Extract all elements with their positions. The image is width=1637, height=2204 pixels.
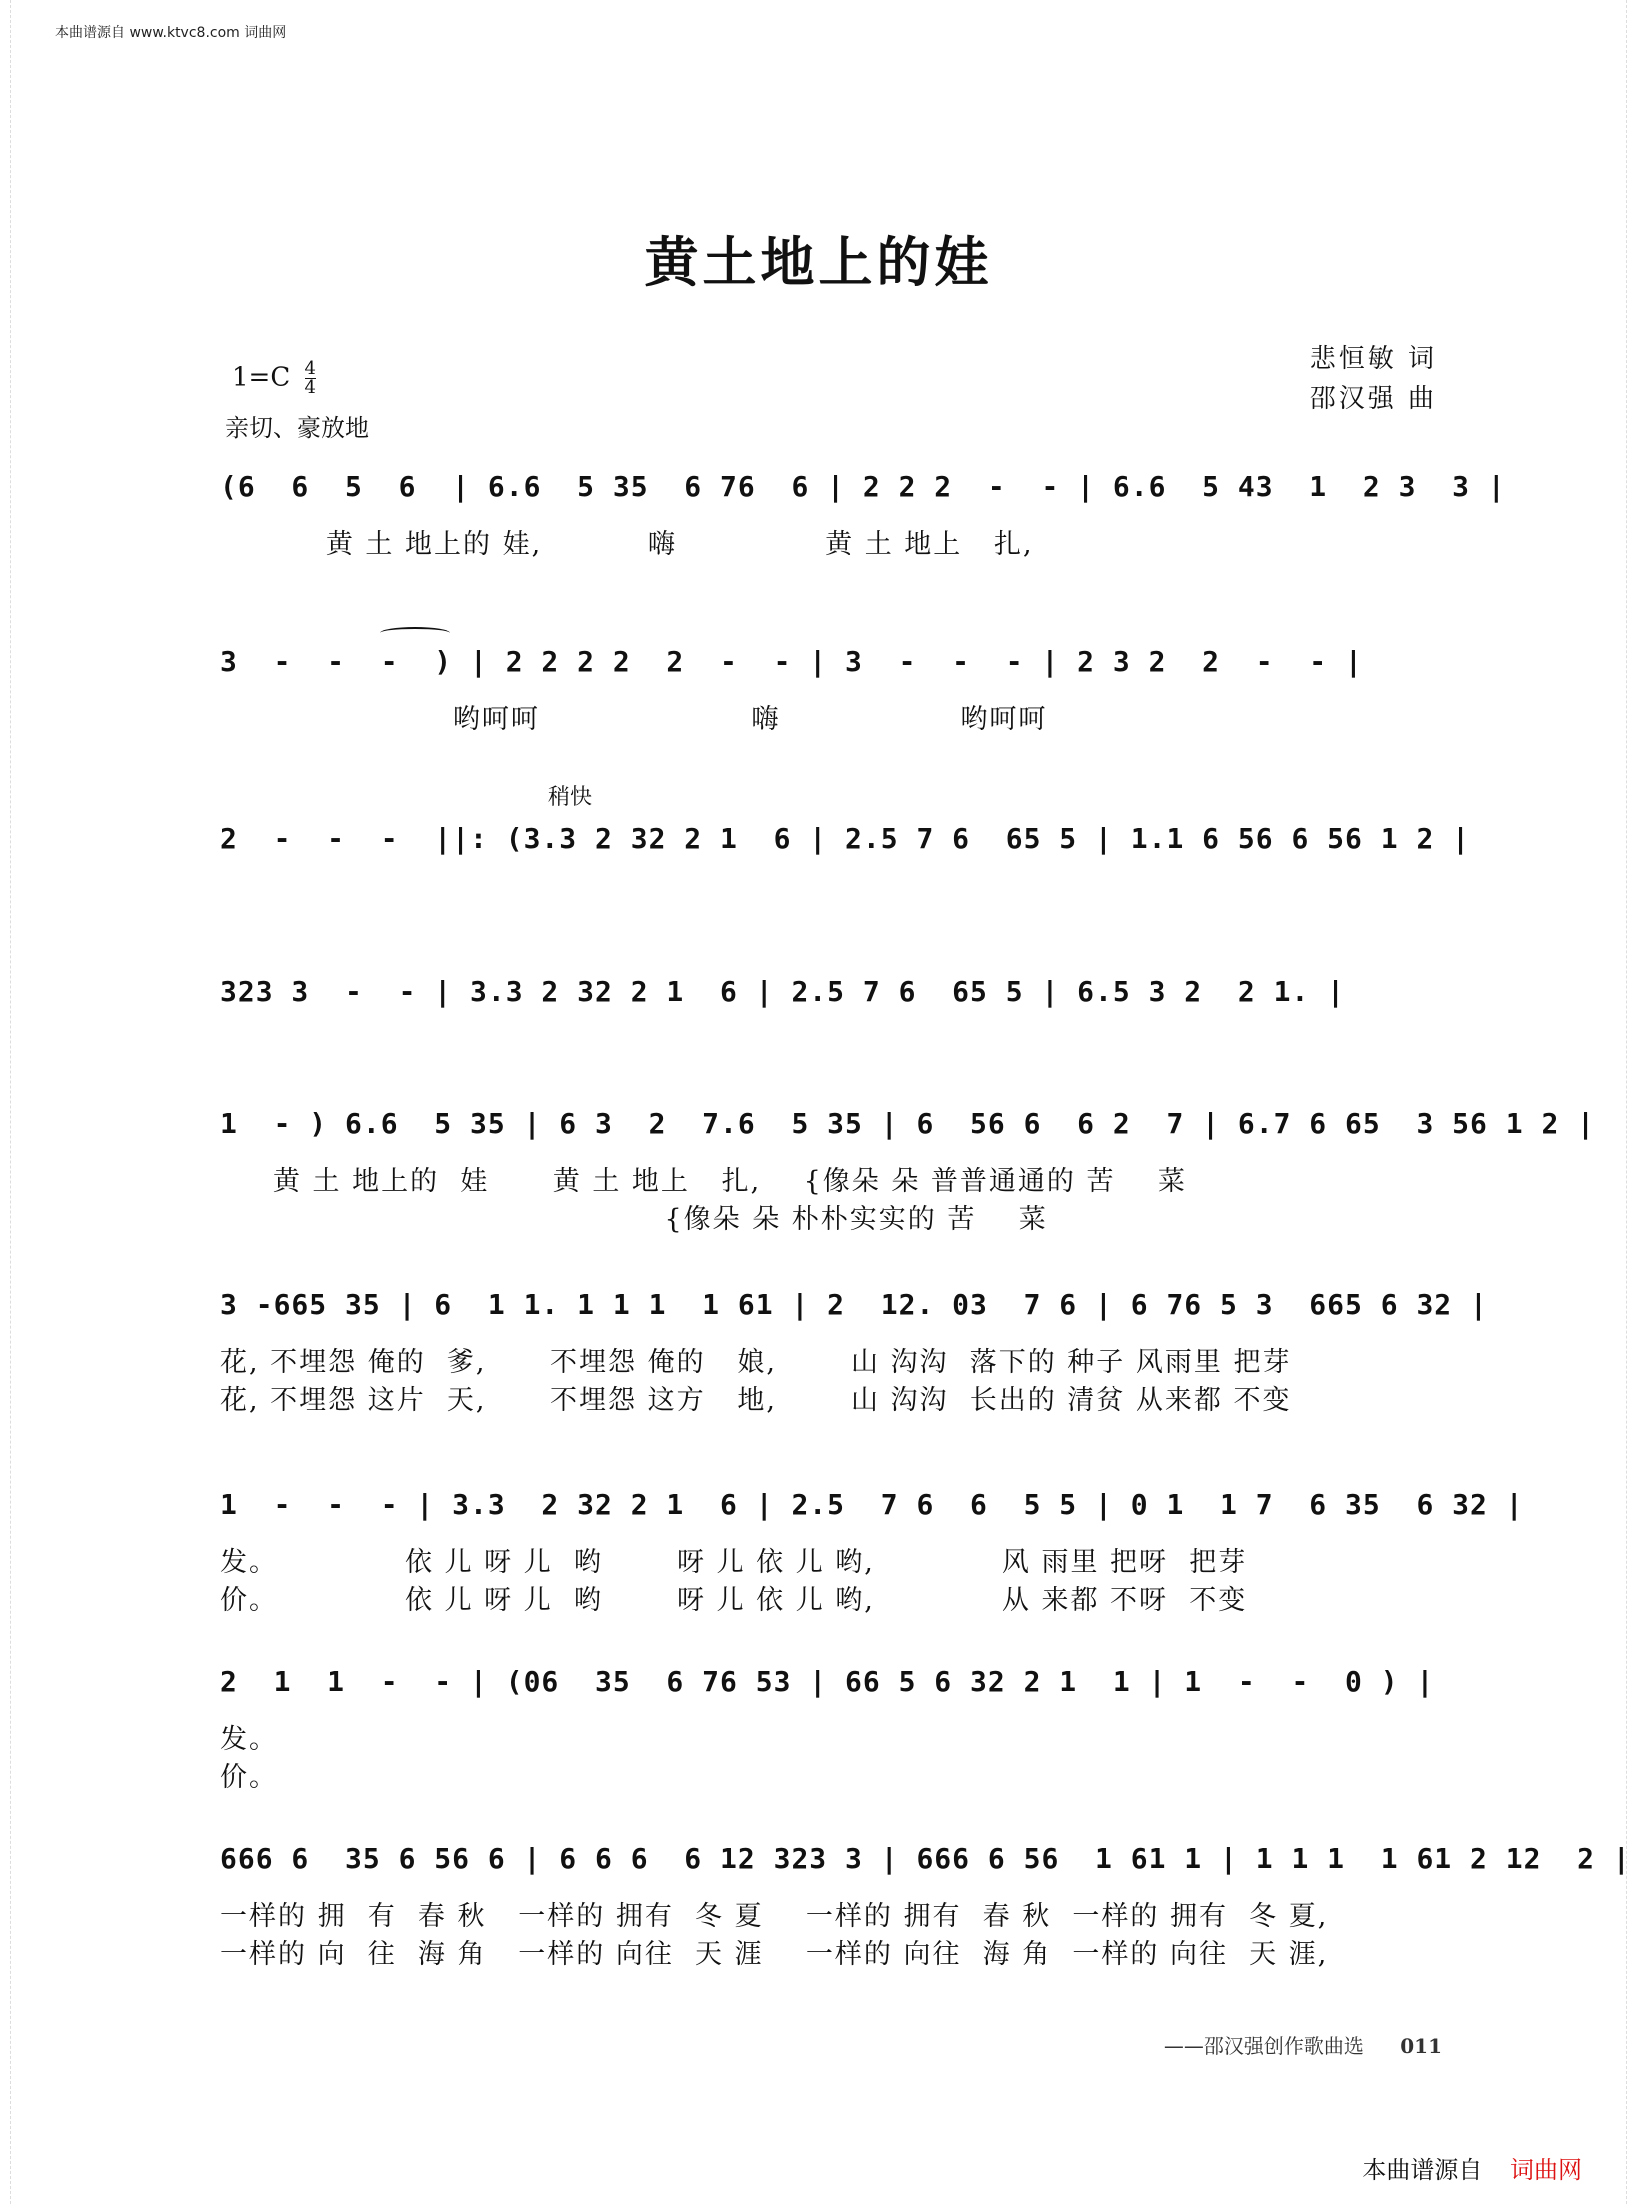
- staff-system-1: [220, 460, 1506, 560]
- staff-system-6: [220, 1278, 1488, 1416]
- notation-line: 1 - - - | 3.3 2 32 2 1 6 | 2.5 7 6 6 5 5 | 0 1 1 7 6 35 6 32 |: [220, 1488, 1524, 1521]
- tempo-change: 稍快: [548, 785, 593, 810]
- lyric-line: 花, 不埋怨 这片 天, 不埋怨 这方 地, 山 沟沟 长出的 清贫 从来都 不变: [220, 1385, 1292, 1416]
- staff-system-8: [220, 1655, 1442, 1793]
- staff-system-4: [220, 965, 1442, 1045]
- lyric-line: 一样的 拥 有 春 秋 一样的 拥有 冬 夏 一样的 拥有 春 秋 一样的 拥有 冬 夏,: [220, 1901, 1329, 1932]
- staff-system-5: [220, 1097, 1596, 1235]
- notation-line: 3 - - - ) | 2 2 2 2 2 - - | 3 - - - | 2 3 2 2 - - |: [220, 645, 1363, 678]
- lyric-line: 发。 依 儿 呀 儿 哟 呀 儿 依 儿 哟, 风 雨里 把呀 把芽: [220, 1547, 1248, 1578]
- notation-line: 323 3 - - | 3.3 2 32 2 1 6 | 2.5 7 6 65 5 | 6.5 3 2 2 1. |: [220, 975, 1346, 1008]
- notation-line: 666 6 35 6 56 6 | 6 6 6 6 12 323 3 | 666 6 56 1 61 1 | 1 1 1 1 61 2 12 2 |: [220, 1842, 1631, 1875]
- time-top: 4: [304, 358, 316, 379]
- source-header: 本曲谱源自 www.ktvc8.com 词曲网: [55, 25, 287, 41]
- song-title: 黄土地上的娃: [644, 230, 993, 294]
- brand-footer: [1362, 2150, 1582, 2185]
- lyric-line: 黄 土 地上的 娃 黄 土 地上 扎, {像朵 朵 普普通通的 苦 菜: [220, 1166, 1187, 1197]
- lyric-line: 黄 土 地上的 娃, 嗨 黄 土 地上 扎,: [220, 529, 1034, 560]
- composer-credit: 邵汉强 曲: [1309, 384, 1437, 414]
- lyric-line: 花, 不埋怨 俺的 爹, 不埋怨 俺的 娘, 山 沟沟 落下的 种子 风雨里 把芽: [220, 1347, 1292, 1378]
- notation-line: 3 -665 35 | 6 1 1. 1 1 1 1 61 | 2 12. 03 7 6 | 6 76 5 3 665 6 32 |: [220, 1288, 1488, 1321]
- brand-part2: 词曲网: [1510, 2156, 1582, 2184]
- staff-system-3: [220, 812, 1471, 892]
- staff-system-7: [220, 1478, 1524, 1616]
- lyric-line: 发。: [220, 1724, 278, 1755]
- key-signature: [232, 360, 316, 397]
- notation-line: 2 1 1 - - | (06 35 6 76 53 | 66 5 6 32 2 1 1 | 1 - - 0 ) |: [220, 1665, 1435, 1698]
- lyric-line: 一样的 向 往 海 角 一样的 向往 天 涯 一样的 向往 海 角 一样的 向往 天 涯,: [220, 1939, 1329, 1970]
- expression-mark: 亲切、豪放地: [225, 414, 369, 442]
- triplet-slur: [380, 627, 450, 639]
- brand-part1: 本曲谱源自: [1362, 2156, 1483, 2184]
- series-title: ——邵汉强创作歌曲选: [1163, 2034, 1364, 2058]
- notation-line: (6 6 5 6 | 6.6 5 35 6 76 6 | 2 2 2 - - | 6.6 5 43 1 2 3 3 |: [220, 470, 1506, 503]
- lyric-line: 价。 依 儿 呀 儿 哟 呀 儿 依 儿 哟, 从 来都 不呀 不变: [220, 1585, 1248, 1616]
- notation-line: 2 - - - ||: (3.3 2 32 2 1 6 | 2.5 7 6 65 5 | 1.1 6 56 6 56 1 2 |: [220, 822, 1471, 855]
- lyric-line: 哟呵呵 嗨 哟呵呵: [220, 704, 1048, 735]
- page-number: 011: [1400, 2034, 1442, 2058]
- time-bottom: 4: [304, 377, 316, 398]
- lyricist-credit: 悲恒敏 词: [1309, 344, 1437, 374]
- left-margin-strip: [0, 0, 11, 2204]
- staff-system-2: [220, 635, 1442, 735]
- lyric-line: 价。: [220, 1762, 278, 1793]
- notation-line: 1 - ) 6.6 5 35 | 6 3 2 7.6 5 35 | 6 56 6 6 2 7 | 6.7 6 65 3 56 1 2 |: [220, 1107, 1596, 1140]
- time-signature: [305, 360, 316, 397]
- key-label: 1=C: [232, 362, 291, 393]
- footer-series: [1164, 2030, 1442, 2059]
- staff-system-9: [220, 1832, 1631, 1970]
- lyric-line: {像朵 朵 朴朴实实的 苦 菜: [220, 1204, 1048, 1235]
